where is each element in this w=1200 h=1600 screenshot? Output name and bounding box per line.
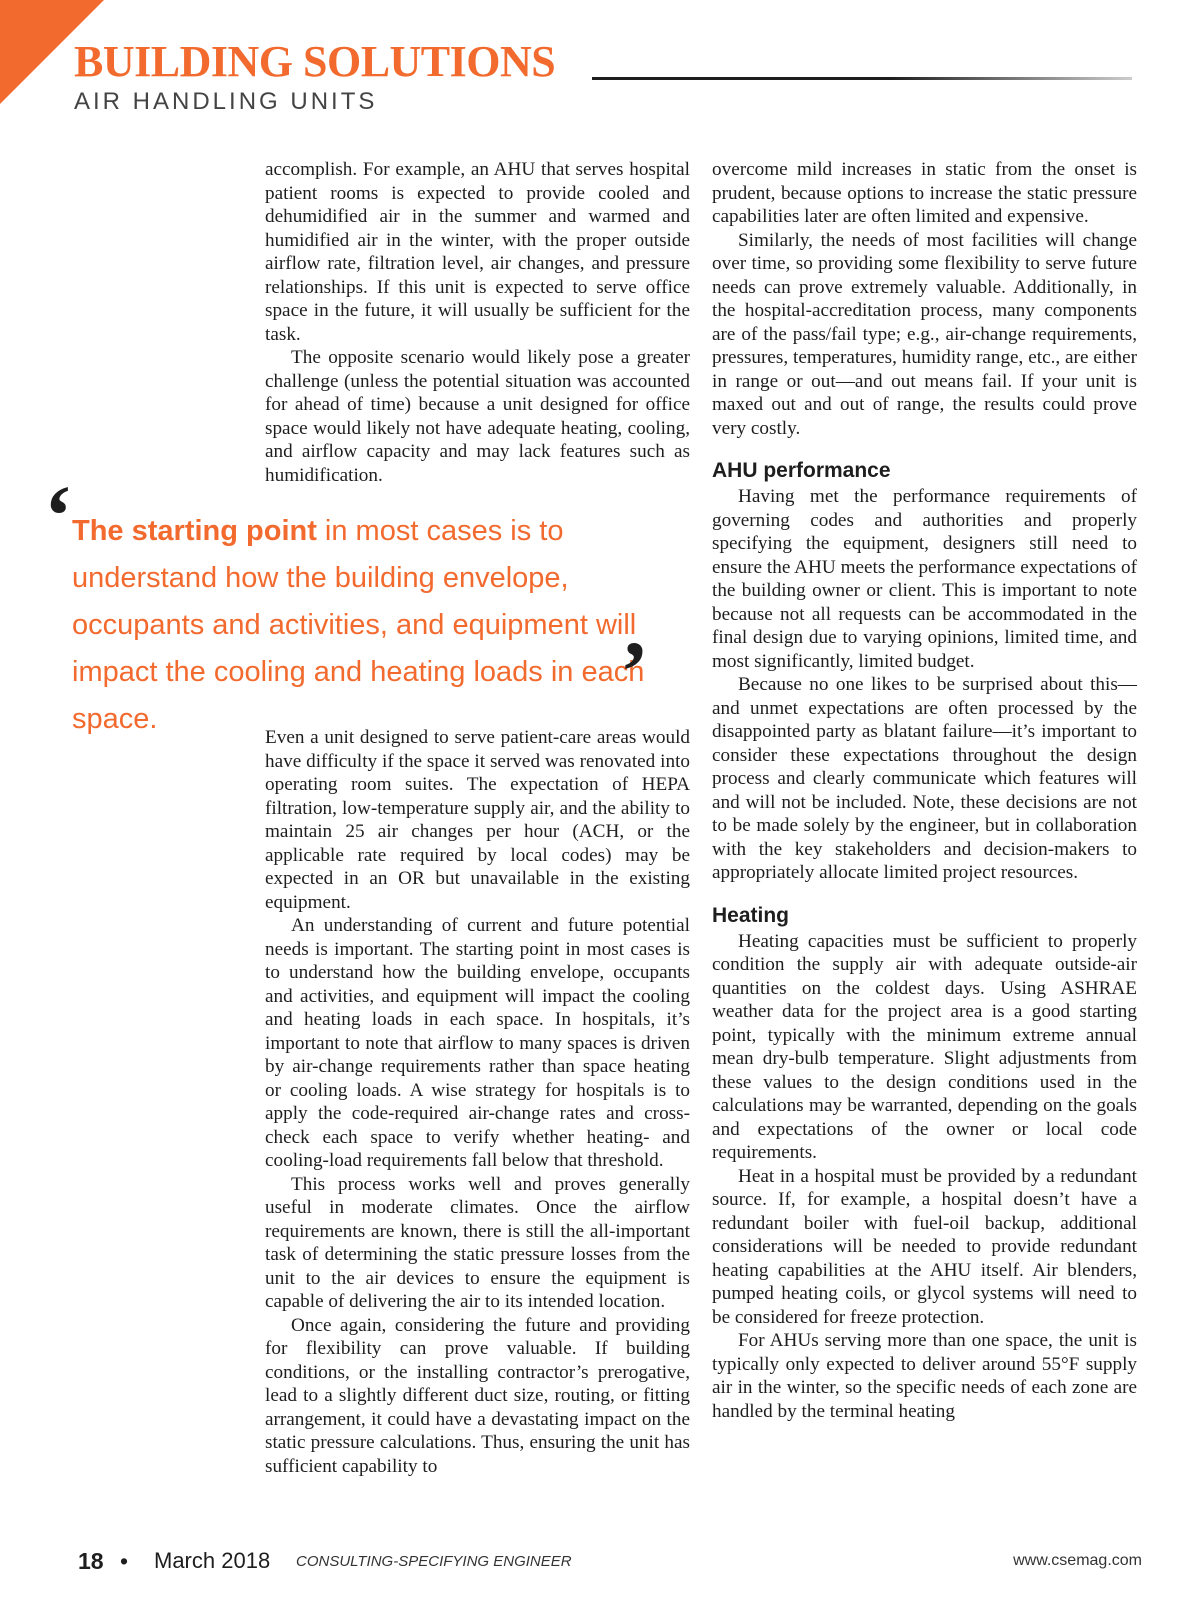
open-quote-icon: ‘ [44, 467, 73, 563]
issue-date: March 2018 [154, 1548, 271, 1573]
paragraph: overcome mild increases in static from the onset is prudent, because options to increase the static pressure capabilities later are often limited and expensive. [712, 159, 1137, 227]
close-quote-icon: ’ [620, 623, 649, 719]
subhead-ahu-performance: AHU performance [712, 459, 891, 482]
paragraph: accomplish. For example, an AHU that serves hospital patient rooms is expected to provide cooled and dehumidified air in the summer and warmed and humidified air in the winter, with the proper outside airflow rate, filtration level, air changes, and pressure relationships. If this unit is expected to serve office space in the future, it will usually be sufficient for the task. [265, 159, 690, 345]
paragraph: Heating capacities must be sufficient to properly condition the supply air with adequate outside-air quantities on the coldest days. Using ASHRAE weather data for the project area is a good starting point, typically with the minimum extreme annual mean dry-bulb temperature. Slight adjustments from these values to the design conditions used in the calculations may be warranted, depending on the goals and expectations of the owner or local code requirements. [712, 930, 1137, 1163]
header-rule [592, 77, 1132, 80]
page-number: 18 [78, 1548, 104, 1574]
section-subtitle: AIR HANDLING UNITS [74, 88, 378, 115]
column-1-top [265, 158, 690, 487]
column-2 [712, 158, 1137, 1423]
paragraph: For AHUs serving more than one space, the unit is typically only expected to deliver around 55°F supply air in the winter, so the specific needs of each zone are handled by the terminal heating [712, 1330, 1137, 1422]
footer-bullet: • [120, 1548, 129, 1574]
pull-quote-text: in most cases is to understand how the building envelope, occupants and activities, and equipment will impact the cooling and heating loads in each space. [72, 515, 645, 735]
paragraph: Even a unit designed to serve patient-care areas would have difficulty if the space it served was renovated into operating room suites. The expectation of HEPA filtration, low-temperature supply air, and the ability to maintain 25 air changes per hour (ACH, or the applicable rate required by local codes) may be expected in an OR but unavailable in the existing equipment. [265, 727, 690, 913]
subhead-heating: Heating [712, 903, 790, 927]
page-footer [0, 1548, 1200, 1578]
column-1-bottom [265, 726, 690, 1478]
paragraph: Having met the performance requirements of governing codes and authorities and properly specifying the equipment, designers still need to ensure the AHU meets the performance expectations of the building owner or client. This is important to note because not all requests can be accommodated in the final design due to varying opinions, limited time, and most significantly, limited budget. [712, 486, 1137, 672]
pull-quote [72, 508, 682, 743]
paragraph: Because no one likes to be surprised about this—and unmet expectations are often processed by the disappointed party as blatant failure—it’s important to consider these expectations throughout the design process and clearly communicate which features will and will not be included. Note, these decisions are not to be made solely by the engineer, but in collaboration with the key stakeholders and decision-makers to appropriately allocate limited project resources. [712, 674, 1137, 883]
paragraph: Once again, considering the future and providing for flexibility can prove valuable. If building conditions, or the installing contractor’s prerogative, lead to a slightly different duct size, routing, or fitting arrangement, it could have a devastating impact on the static pressure calculations. Thus, ensuring the unit has sufficient capability to [265, 1314, 690, 1477]
paragraph: This process works well and proves generally useful in moderate climates. Once the airflow requirements are known, there is still the all-important task of determining the static pressure losses from the unit to the air devices to ensure the equipment is capable of delivering the air to its intended location. [265, 1173, 690, 1312]
website-link[interactable]: www.csemag.com [1013, 1552, 1142, 1569]
paragraph: An understanding of current and future potential needs is important. The starting point in most cases is to understand how the building envelope, occupants and activities, and equipment will impact the cooling and heating loads in each space. In hospitals, it’s important to note that airflow to many spaces is driven by air-change requirements rather than space heating or cooling loads. A wise strategy for hospitals is to apply the code-required air-change rates and cross-check each space to verify whether heating- and cooling-load requirements fall below that threshold. [265, 915, 690, 1171]
pull-quote-lead: The starting point [72, 515, 317, 547]
paragraph: Similarly, the needs of most facilities will change over time, so providing some flexibility to serve future needs can prove extremely valuable. Additionally, in the hospital-accreditation process, many components are of the pass/fail type; e.g., air-change requirements, pressures, temperatures, humidity range, etc., are either in range or out—and out means fail. If your unit is maxed out and out of range, the results could prove very costly. [712, 229, 1137, 439]
section-title: BUILDING SOLUTIONS [74, 37, 556, 86]
paragraph: Heat in a hospital must be provided by a redundant source. If, for example, a hospital doesn’t have a redundant boiler with fuel-oil backup, additional considerations will be needed to provide redundant heating capabilities at the AHU itself. Air blenders, pumped heating coils, or glycol systems will need to be considered for freeze protection. [712, 1165, 1137, 1328]
magazine-name: CONSULTING-SPECIFYING ENGINEER [296, 1553, 572, 1570]
paragraph: The opposite scenario would likely pose a greater challenge (unless the potential situation was accounted for ahead of time) because a unit designed for office space would likely not have adequate heating, cooling, and airflow capacity and may lack features such as humidification. [265, 347, 690, 486]
